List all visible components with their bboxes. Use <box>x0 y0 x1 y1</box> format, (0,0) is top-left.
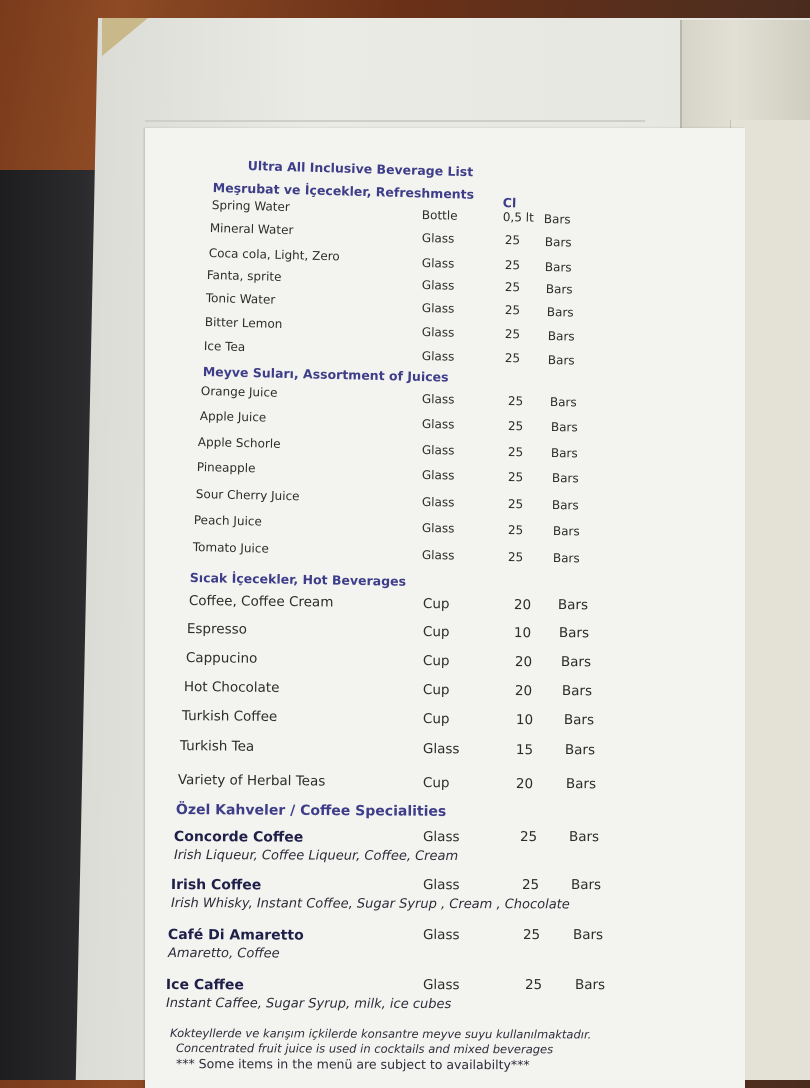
item-name: Tonic Water <box>205 291 276 307</box>
item-name: Hot Chocolate <box>183 679 280 696</box>
item-name: Concorde Coffee <box>173 829 304 846</box>
item-size: 25 <box>521 877 539 894</box>
item-description: Instant Caffee, Sugar Syrup, milk, ice cubes <box>165 996 452 1012</box>
item-serving: Cup <box>422 775 450 792</box>
item-serving: Glass <box>421 392 455 407</box>
item-serving: Cup <box>422 653 450 670</box>
item-serving: Cup <box>422 596 450 613</box>
item-serving: Glass <box>421 256 455 271</box>
item-name: Pineapple <box>196 460 256 476</box>
item-serving: Glass <box>421 521 455 536</box>
item-size: 20 <box>515 683 533 700</box>
item-serving: Glass <box>421 278 455 293</box>
item-serving: Glass <box>421 325 455 340</box>
item-serving: Cup <box>422 711 450 728</box>
item-serving: Glass <box>422 977 460 994</box>
item-name: Cappucino <box>185 650 258 667</box>
item-size: 25 <box>504 327 521 342</box>
item-description: Irish Liqueur, Coffee Liqueur, Coffee, Cream <box>173 848 459 864</box>
item-location: Bars <box>551 471 579 486</box>
item-location: Bars <box>543 212 571 227</box>
item-serving: Cup <box>422 624 450 641</box>
item-size: 20 <box>516 776 534 793</box>
section-heading: Meşrubat ve İçecekler, Refreshments <box>212 180 475 202</box>
item-name: Spring Water <box>211 198 290 215</box>
section-heading: Özel Kahveler / Coffee Specialities <box>175 802 447 820</box>
item-location: Bars <box>550 446 578 461</box>
item-location: Bars <box>560 654 591 671</box>
item-location: Bars <box>552 524 580 539</box>
item-location: Bars <box>566 776 597 793</box>
item-serving: Glass <box>421 349 455 364</box>
item-description: Irish Whisky, Instant Coffee, Sugar Syrup , Cream , Chocolate <box>170 896 570 913</box>
item-location: Bars <box>568 829 600 846</box>
item-name: Bitter Lemon <box>204 315 283 332</box>
menu-title: Ultra All Inclusive Beverage List <box>247 158 474 180</box>
item-size: 25 <box>524 977 542 994</box>
item-location: Bars <box>564 742 596 759</box>
item-location: Bars <box>551 498 579 513</box>
item-serving: Glass <box>421 417 455 432</box>
item-size: 25 <box>507 445 524 460</box>
item-serving: Glass <box>421 548 455 563</box>
item-size: 25 <box>504 258 521 273</box>
item-location: Bars <box>552 551 580 566</box>
item-size: 25 <box>504 351 521 366</box>
item-serving: Glass <box>422 877 460 894</box>
item-size: 20 <box>513 597 532 614</box>
item-size: 25 <box>504 303 521 318</box>
item-size: 15 <box>515 742 534 759</box>
item-name: Coffee, Coffee Cream <box>188 593 334 611</box>
item-location: Bars <box>572 927 604 944</box>
item-location: Bars <box>544 235 572 250</box>
item-size: 25 <box>522 927 541 944</box>
item-size: 25 <box>507 497 524 512</box>
item-name: Peach Juice <box>193 513 263 529</box>
section-heading: Sıcak İçecekler, Hot Beverages <box>189 570 407 589</box>
item-size: 25 <box>507 470 524 485</box>
item-name: Apple Schorle <box>197 435 281 451</box>
item-location: Bars <box>574 977 606 994</box>
item-location: Bars <box>547 353 575 368</box>
item-serving: Glass <box>422 829 460 846</box>
footer-note-en: Concentrated fruit juice is used in cocktails and mixed beverages <box>175 1041 554 1057</box>
item-serving: Glass <box>421 443 455 458</box>
sheet-slot <box>145 120 645 162</box>
item-name: Irish Coffee <box>170 877 262 894</box>
item-serving: Glass <box>421 495 455 510</box>
item-name: Tomato Juice <box>192 540 269 556</box>
item-location: Bars <box>549 395 577 410</box>
item-size: 10 <box>514 625 532 642</box>
footer-note-tr: Kokteyllerde ve karışım içkilerde konsantre meyve suyu kullanılmaktadır. <box>169 1026 592 1042</box>
item-name: Ice Caffee <box>165 977 244 994</box>
item-size: 20 <box>514 654 532 671</box>
item-serving: Glass <box>421 301 455 316</box>
item-size: 25 <box>507 523 524 538</box>
item-location: Bars <box>545 260 573 275</box>
unit-header: Cl <box>502 195 517 211</box>
item-location: Bars <box>547 329 575 344</box>
item-serving: Cup <box>422 682 450 699</box>
item-location: Bars <box>545 282 573 297</box>
item-name: Apple Juice <box>199 409 267 425</box>
item-description: Amaretto, Coffee <box>167 946 280 962</box>
item-serving: Glass <box>422 927 460 944</box>
item-name: Sour Cherry Juice <box>195 487 300 504</box>
folder-corner <box>102 18 148 56</box>
item-size: 25 <box>504 233 521 248</box>
item-location: Bars <box>550 420 578 435</box>
item-size: 25 <box>507 550 524 565</box>
item-location: Bars <box>570 877 602 894</box>
section-heading: Meyve Suları, Assortment of Juices <box>202 364 449 385</box>
item-size: 10 <box>515 712 533 729</box>
item-location: Bars <box>546 305 574 320</box>
item-location: Bars <box>562 683 593 700</box>
item-name: Variety of Herbal Teas <box>177 772 326 790</box>
item-size: 25 <box>507 419 524 434</box>
item-serving: Glass <box>422 741 460 758</box>
item-name: Café Di Amaretto <box>167 927 304 944</box>
item-location: Bars <box>557 597 589 614</box>
item-name: Coca cola, Light, Zero <box>208 246 340 264</box>
item-size: 25 <box>504 280 521 295</box>
item-serving: Bottle <box>421 208 458 223</box>
item-serving: Glass <box>421 468 455 483</box>
item-name: Espresso <box>186 621 248 638</box>
item-name: Orange Juice <box>200 384 278 400</box>
item-size: 25 <box>507 394 524 409</box>
item-name: Mineral Water <box>209 221 294 238</box>
item-name: Ice Tea <box>203 339 246 355</box>
item-serving: Glass <box>421 231 455 246</box>
item-size: 25 <box>519 829 538 846</box>
item-location: Bars <box>559 625 590 642</box>
item-name: Fanta, sprite <box>206 268 282 284</box>
footer-availability: *** Some items in the menü are subject to availabilty*** <box>175 1056 530 1073</box>
item-size: 0,5 lt <box>502 210 534 225</box>
item-name: Turkish Tea <box>179 738 255 755</box>
item-location: Bars <box>563 712 594 729</box>
item-name: Turkish Coffee <box>181 708 278 725</box>
